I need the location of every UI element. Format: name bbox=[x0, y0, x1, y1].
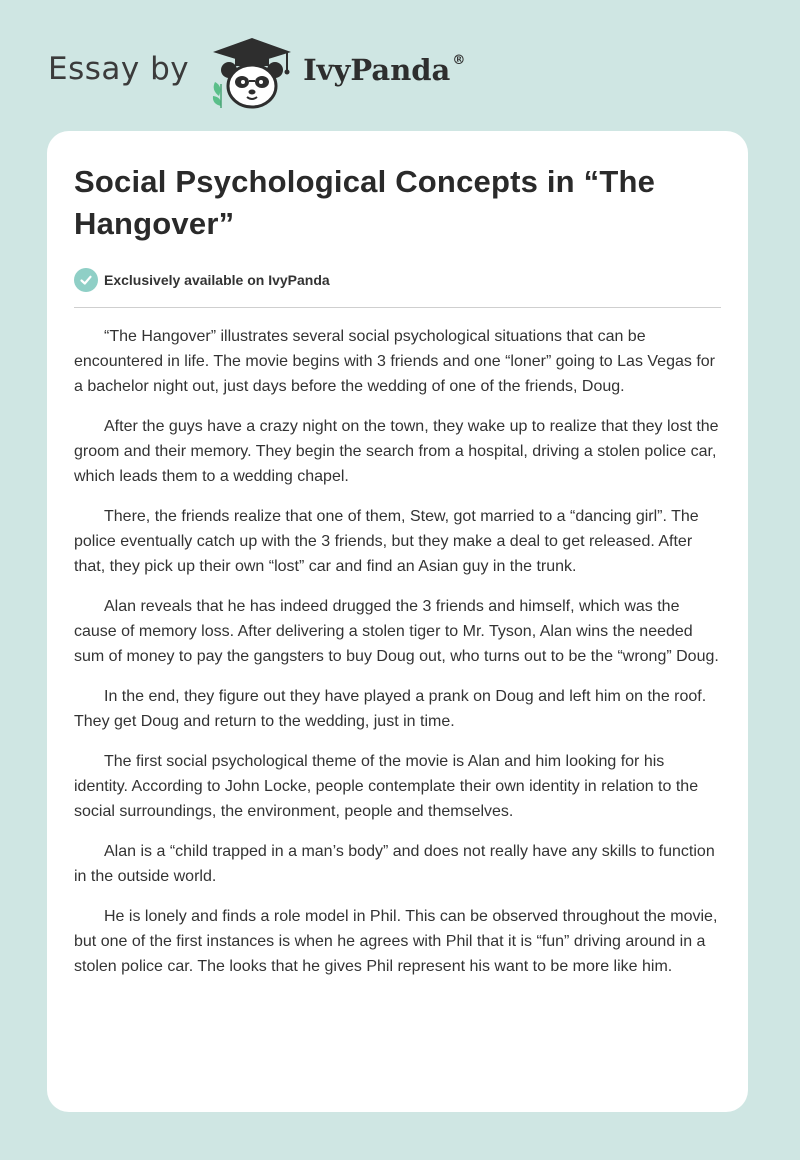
paragraph: “The Hangover” illustrates several social psychological situations that can be encountered in life. The movie begins with 3 friends and one “loner” going to Las Vegas for a bachelor night out, just days before the wedding of one of the friends, Doug. bbox=[74, 328, 715, 395]
essay-by-label: Essay by bbox=[48, 51, 190, 87]
site-header bbox=[48, 34, 465, 110]
paragraph: Alan is a “child trapped in a man’s body” and does not really have any skills to function in the outside world. bbox=[74, 843, 715, 885]
check-icon bbox=[74, 268, 98, 292]
registered-mark: ® bbox=[452, 53, 466, 68]
paragraph: In the end, they figure out they have played a prank on Doug and left him on the roof. They get Doug and return to the wedding, just in time. bbox=[74, 688, 707, 730]
essay-title: Social Psychological Concepts in “The Hangover” bbox=[74, 164, 656, 241]
essay-body bbox=[74, 324, 721, 979]
paragraph: After the guys have a crazy night on the town, they wake up to realize that they lost the groom and their memory. They begin the search from a hospital, driving a stolen police car, which leads them to a wedding chapel. bbox=[74, 418, 719, 485]
paragraph: He is lonely and finds a role model in Phil. This can be observed throughout the movie, but one of the first instances is when he agrees with Phil that it is “fun” driving around in a stolen police car. The looks that he gives Phil represent his want to be more like him. bbox=[74, 908, 718, 975]
essay-card bbox=[47, 131, 748, 1112]
exclusive-badge bbox=[74, 267, 721, 293]
paragraph: There, the friends realize that one of them, Stew, got married to a “dancing girl”. The police eventually catch up with the 3 friends, but they make a deal to get released. After that, they pick up their own “lost” car and find an Asian guy in the trunk. bbox=[74, 508, 699, 575]
brand-name[interactable]: IvyPanda ® bbox=[303, 53, 466, 87]
exclusive-label: Exclusively available on IvyPanda bbox=[104, 272, 330, 288]
paragraph: Alan reveals that he has indeed drugged the 3 friends and himself, which was the cause of memory loss. After delivering a stolen tiger to Mr. Tyson, Alan wins the needed sum of money to pay the gangsters to buy Doug out, who turns out to be the “wrong” Doug. bbox=[74, 598, 719, 665]
panda-logo-icon[interactable] bbox=[207, 34, 297, 110]
paragraph: The first social psychological theme of the movie is Alan and him looking for his identity. According to John Locke, people contemplate their own identity in relation to the social surroundings, the environment, people and themselves. bbox=[74, 753, 699, 820]
divider bbox=[74, 307, 721, 308]
